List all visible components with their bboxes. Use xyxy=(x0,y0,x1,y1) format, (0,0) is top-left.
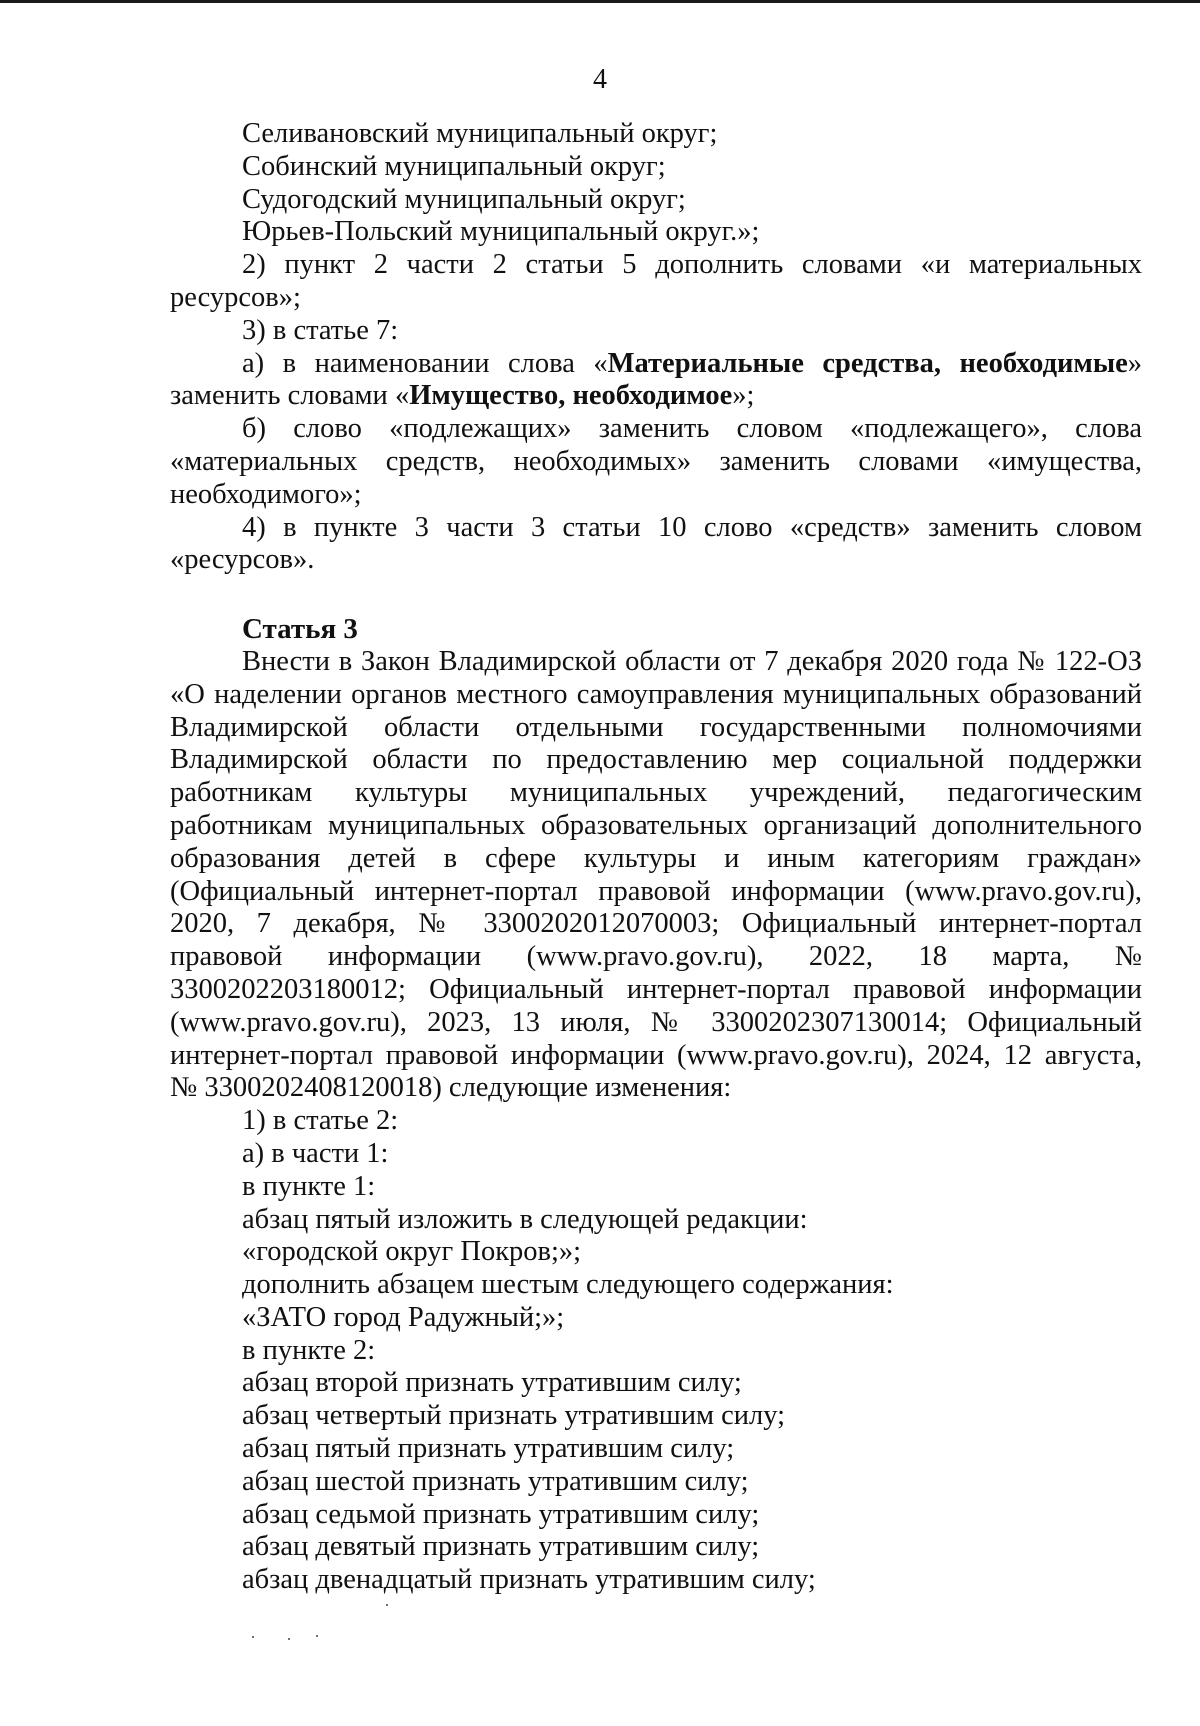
list-line: абзац пятый изложить в следующей редакции: xyxy=(242,1203,808,1235)
list-line: дополнить абзацем шестым следующего содержания: xyxy=(242,1269,894,1301)
list-line: 1) в статье 2: xyxy=(242,1105,399,1137)
item-2-paragraph: 2) пункт 2 части 2 статьи 5 дополнить словами «и материальных ресурсов»; xyxy=(170,249,1142,313)
list-line: абзац четвертый признать утратившим силу; xyxy=(242,1400,786,1432)
bold-text-run: Имущество, необходимое xyxy=(409,380,733,412)
item-3b-paragraph: б) слово «подлежащих» заменить словом «подлежащего», слова «материальных средств, необходимых» заменить словами «имущества, необходимого»; xyxy=(170,413,1142,510)
item-3-line: 3) в статье 7: xyxy=(242,314,399,346)
scan-speck xyxy=(386,1604,388,1606)
scan-speck xyxy=(316,1635,318,1637)
scan-speck xyxy=(252,1636,254,1638)
item-3a-paragraph xyxy=(170,348,1142,414)
bold-text-run: Материальные средства, необходимые xyxy=(607,347,1128,379)
page-number: 4 xyxy=(593,64,607,95)
scan-top-edge xyxy=(0,0,1200,3)
list-line: «городской округ Покров;»; xyxy=(242,1236,582,1268)
document-body xyxy=(170,118,1142,1597)
list-line: в пункте 1: xyxy=(242,1170,376,1202)
list-line: абзац девятый признать утратившим силу; xyxy=(242,1531,760,1563)
list-line: абзац шестой признать утратившим силу; xyxy=(242,1465,749,1497)
list-line: абзац второй признать утратившим силу; xyxy=(242,1367,742,1399)
list-line: абзац седьмой признать утратившим силу; xyxy=(242,1498,760,1530)
list-line: в пункте 2: xyxy=(242,1334,376,1366)
list-line: Судогодский муниципальный округ; xyxy=(242,183,686,215)
article-3-heading: Статья 3 xyxy=(242,613,358,646)
list-line: абзац пятый признать утратившим силу; xyxy=(242,1433,735,1465)
list-line: Селивановский муниципальный округ; xyxy=(242,118,718,149)
list-line: Юрьев-Польский муниципальный округ.»; xyxy=(242,216,760,248)
scan-speck xyxy=(288,1638,290,1640)
article-3-intro-paragraph: Внести в Закон Владимирской области от 7 декабря 2020 года № 122-ОЗ «О наделении органов местного самоуправления муниципальных образований Владимирской области отдельными государственными полномочиями Владимирской области по предоставлению мер социальной поддержки работникам культуры муниципальных учреждений, педагогическим работникам муниципальных образовательных организаций дополнительного образования детей в сфере культуры и иным категориям граждан» (Официальный интернет-портал правовой информации (www.pravo.gov.ru), 2020, 7 декабря, № 3300202012070003; Официальный интернет-портал правовой информации (www.pravo.gov.ru), 2022, 18 марта, № 3300202203180012; Официальный интернет-портал правовой информации (www.pravo.gov.ru), 2023, 13 июля, № 3300202307130014; Официальный интернет-портал правовой информации (www.pravo.gov.ru), 2024, 12 августа, № 3300202408120018) следующие изменения: xyxy=(170,645,1142,1104)
list-line: а) в части 1: xyxy=(242,1137,389,1169)
text-run: а) в наименовании слова « xyxy=(242,347,608,379)
list-line: Собинский муниципальный округ; xyxy=(242,150,666,182)
item-4-paragraph: 4) в пункте 3 части 3 статьи 10 слово «средств» заменить словом «ресурсов». xyxy=(170,511,1142,576)
text-run: » заменить словами « xyxy=(170,347,1142,412)
list-line: абзац двенадцатый признать утратившим силу; xyxy=(242,1564,816,1596)
list-line: «ЗАТО город Радужный;»; xyxy=(242,1301,565,1333)
text-run: »; xyxy=(732,380,755,412)
